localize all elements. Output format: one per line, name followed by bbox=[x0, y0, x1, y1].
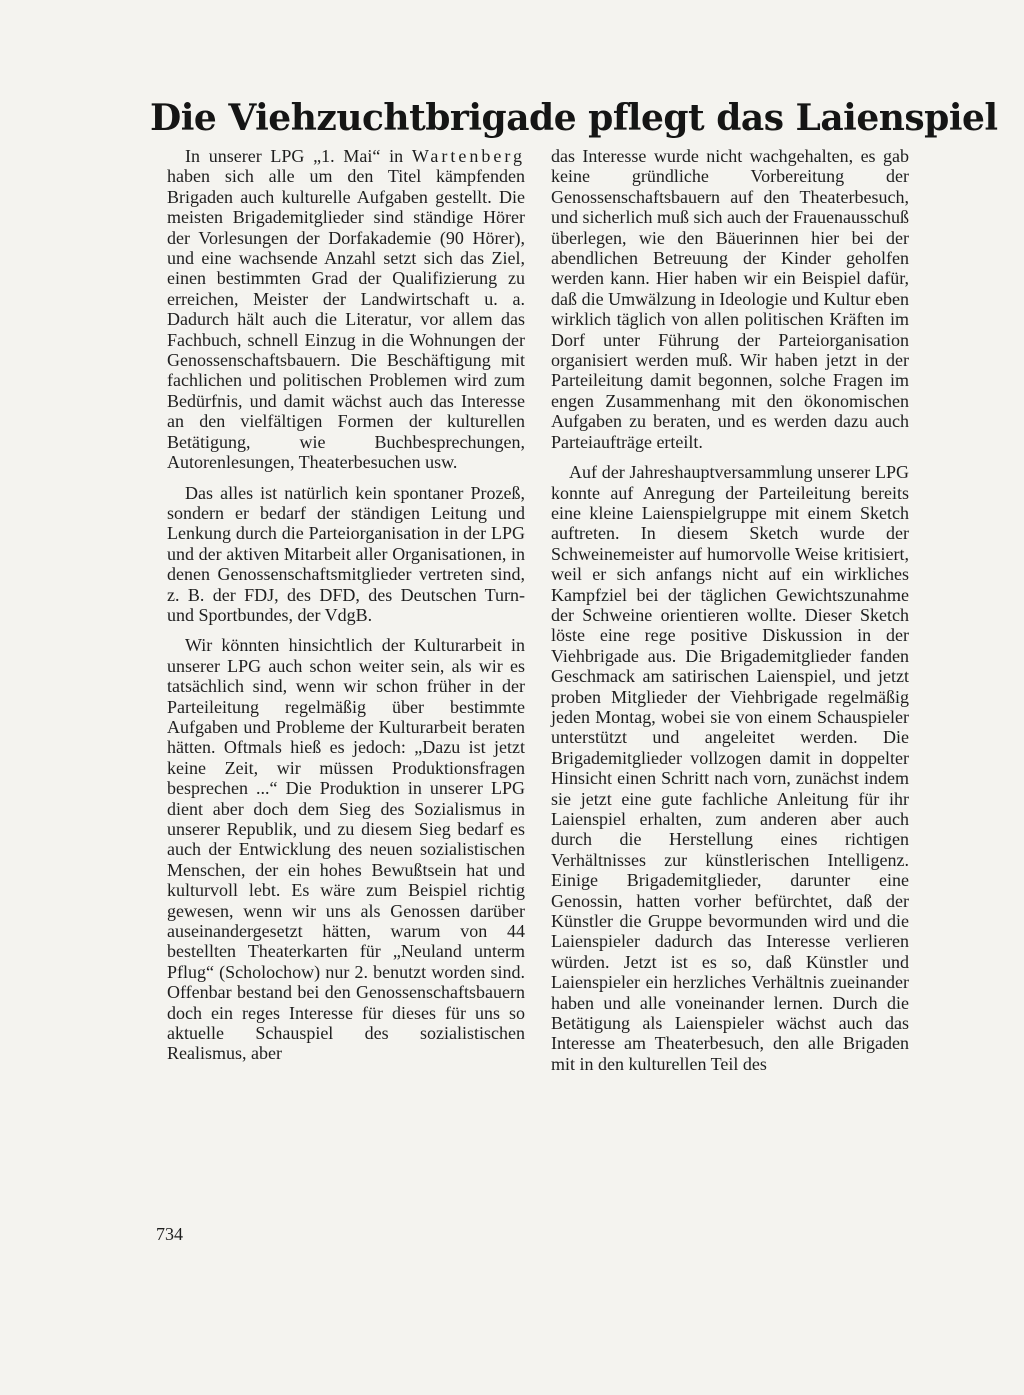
place-name: Wartenberg bbox=[411, 146, 525, 166]
page-number: 734 bbox=[156, 1224, 183, 1244]
paragraph-text: haben sich alle um den Titel kämpfenden Brigaden auch kulturelle Aufgaben gestellt. Die meisten Brigademitglieder sind ständige Hörer der Vorlesungen der Dorfakademie (90 Hörer), und eine wachsende Anzahl setzt sich das Ziel, einen bestimmten Grad der Qualifizierung zu erreichen, Meister der Landwirtschaft u. a. Dadurch hält auch die Literatur, vor allem das Fachbuch, schnell Einzug in die Wohnungen der Genossenschaftsbauern. Die Beschäftigung mit fachlichen und politischen Problemen wird zum Bedürfnis, und damit wächst auch das Interesse an den vielfältigen Formen der kulturellen Betätigung, wie Buchbesprechungen, Autorenlesungen, Theaterbesuchen usw. bbox=[167, 166, 525, 473]
paragraph: Das alles ist natürlich kein spontaner Prozeß, sondern er bedarf der ständigen Leitung und Lenkung durch die Parteiorganisation in der LPG und der aktiven Mitarbeit aller Organisationen, in denen Genossenschaftsmitglieder vertreten sind, z. B. der FDJ, des DFD, des Deutschen Turn- und Sportbundes, der VdgB. bbox=[167, 482, 525, 625]
paragraph-text: In unserer LPG „1. Mai“ in bbox=[185, 146, 412, 166]
paragraph bbox=[167, 146, 525, 473]
paragraph: das Interesse wurde nicht wachgehalten, es gab keine gründliche Vorbereitung der Genossenschaftsbauern auf den Theaterbesuch, und sicherlich muß sich auch der Frauenausschuß überlegen, wie den Bäuerinnen hier bei der abendlichen Betreuung der Kinder geholfen werden kann. Hier haben wir ein Beispiel dafür, daß die Umwälzung in Ideologie und Kultur eben wirklich täglich von allen politischen Kräften im Dorf unter Führung der Parteiorganisation organisiert werden muß. Wir haben jetzt in der Parteileitung damit begonnen, solche Fragen im engen Zusammenhang mit den ökonomischen Aufgaben zu beraten, und es werden dazu auch Parteiaufträge erteilt. bbox=[551, 146, 909, 452]
right-column bbox=[551, 146, 909, 1084]
paragraph: Wir könnten hinsichtlich der Kulturarbeit in unserer LPG auch schon weiter sein, als wir es tatsächlich sind, wenn wir schon früher in der Parteileitung regelmäßig über bestimmte Aufgaben und Probleme der Kulturarbeit beraten hätten. Oftmals hieß es jedoch: „Dazu ist jetzt keine Zeit, wir müssen Produktionsfragen besprechen ...“ Die Produktion in unserer LPG dient aber doch dem Sieg des Sozialismus in unserer Republik, und zu diesem Sieg bedarf es auch der Entwicklung des neuen sozialistischen Menschen, der ein hohes Bewußtsein hat und kulturvoll lebt. Es wäre zum Beispiel richtig gewesen, wenn wir uns als Genossen darüber auseinandergesetzt hätten, warum von 44 bestellten Theaterkarten für „Neuland unterm Pflug“ (Scholochow) nur 2. benutzt worden sind. Offenbar bestand bei den Genossenschaftsbauern doch ein reges Interesse für dieses für uns so aktuelle Schauspiel des sozialistischen Realismus, aber bbox=[167, 635, 525, 1064]
paragraph: Auf der Jahreshauptversammlung unserer LPG konnte auf Anregung der Parteileitung bereits eine kleine Laienspielgruppe mit einem Sketch auftreten. In diesem Sketch wurde der Schweinemeister auf humorvolle Weise kritisiert, weil er sich anfangs nicht auf ein wirkliches Kampfziel bei der täglichen Gewichtszunahme der Schweine orientieren wollte. Dieser Sketch löste eine rege positive Diskussion in der Viehbrigade aus. Die Brigademitglieder fanden Geschmack am satirischen Laienspiel, und jetzt proben Mitglieder der Viehbrigade regelmäßig jeden Montag, wobei sie von einem Schauspieler unterstützt und angeleitet werden. Die Brigademitglieder vollzogen damit in doppelter Hinsicht einen Schritt nach vorn, zunächst indem sie jetzt eine gute fachliche Anleitung für ihr Laienspiel erhalten, zum anderen aber auch durch die Herstellung eines richtigen Verhältnisses zur künstlerischen Intelligenz. Einige Brigademitglieder, darunter eine Genossin, hatten vorher befürchtet, daß der Künstler die Gruppe bevormunden wird und die Laienspieler dadurch das Interesse verlieren würden. Jetzt ist es so, daß Künstler und Laienspieler ein herzliches Verhältnis zueinander haben und alle voneinander lernen. Durch die Betätigung als Laienspieler wächst auch das Interesse am Theaterbesuch, den alle Brigaden mit in den kulturellen Teil des bbox=[551, 462, 909, 1074]
page-title: Die Viehzuchtbrigade pflegt das Laienspiel bbox=[150, 97, 998, 140]
left-column bbox=[167, 146, 525, 1074]
